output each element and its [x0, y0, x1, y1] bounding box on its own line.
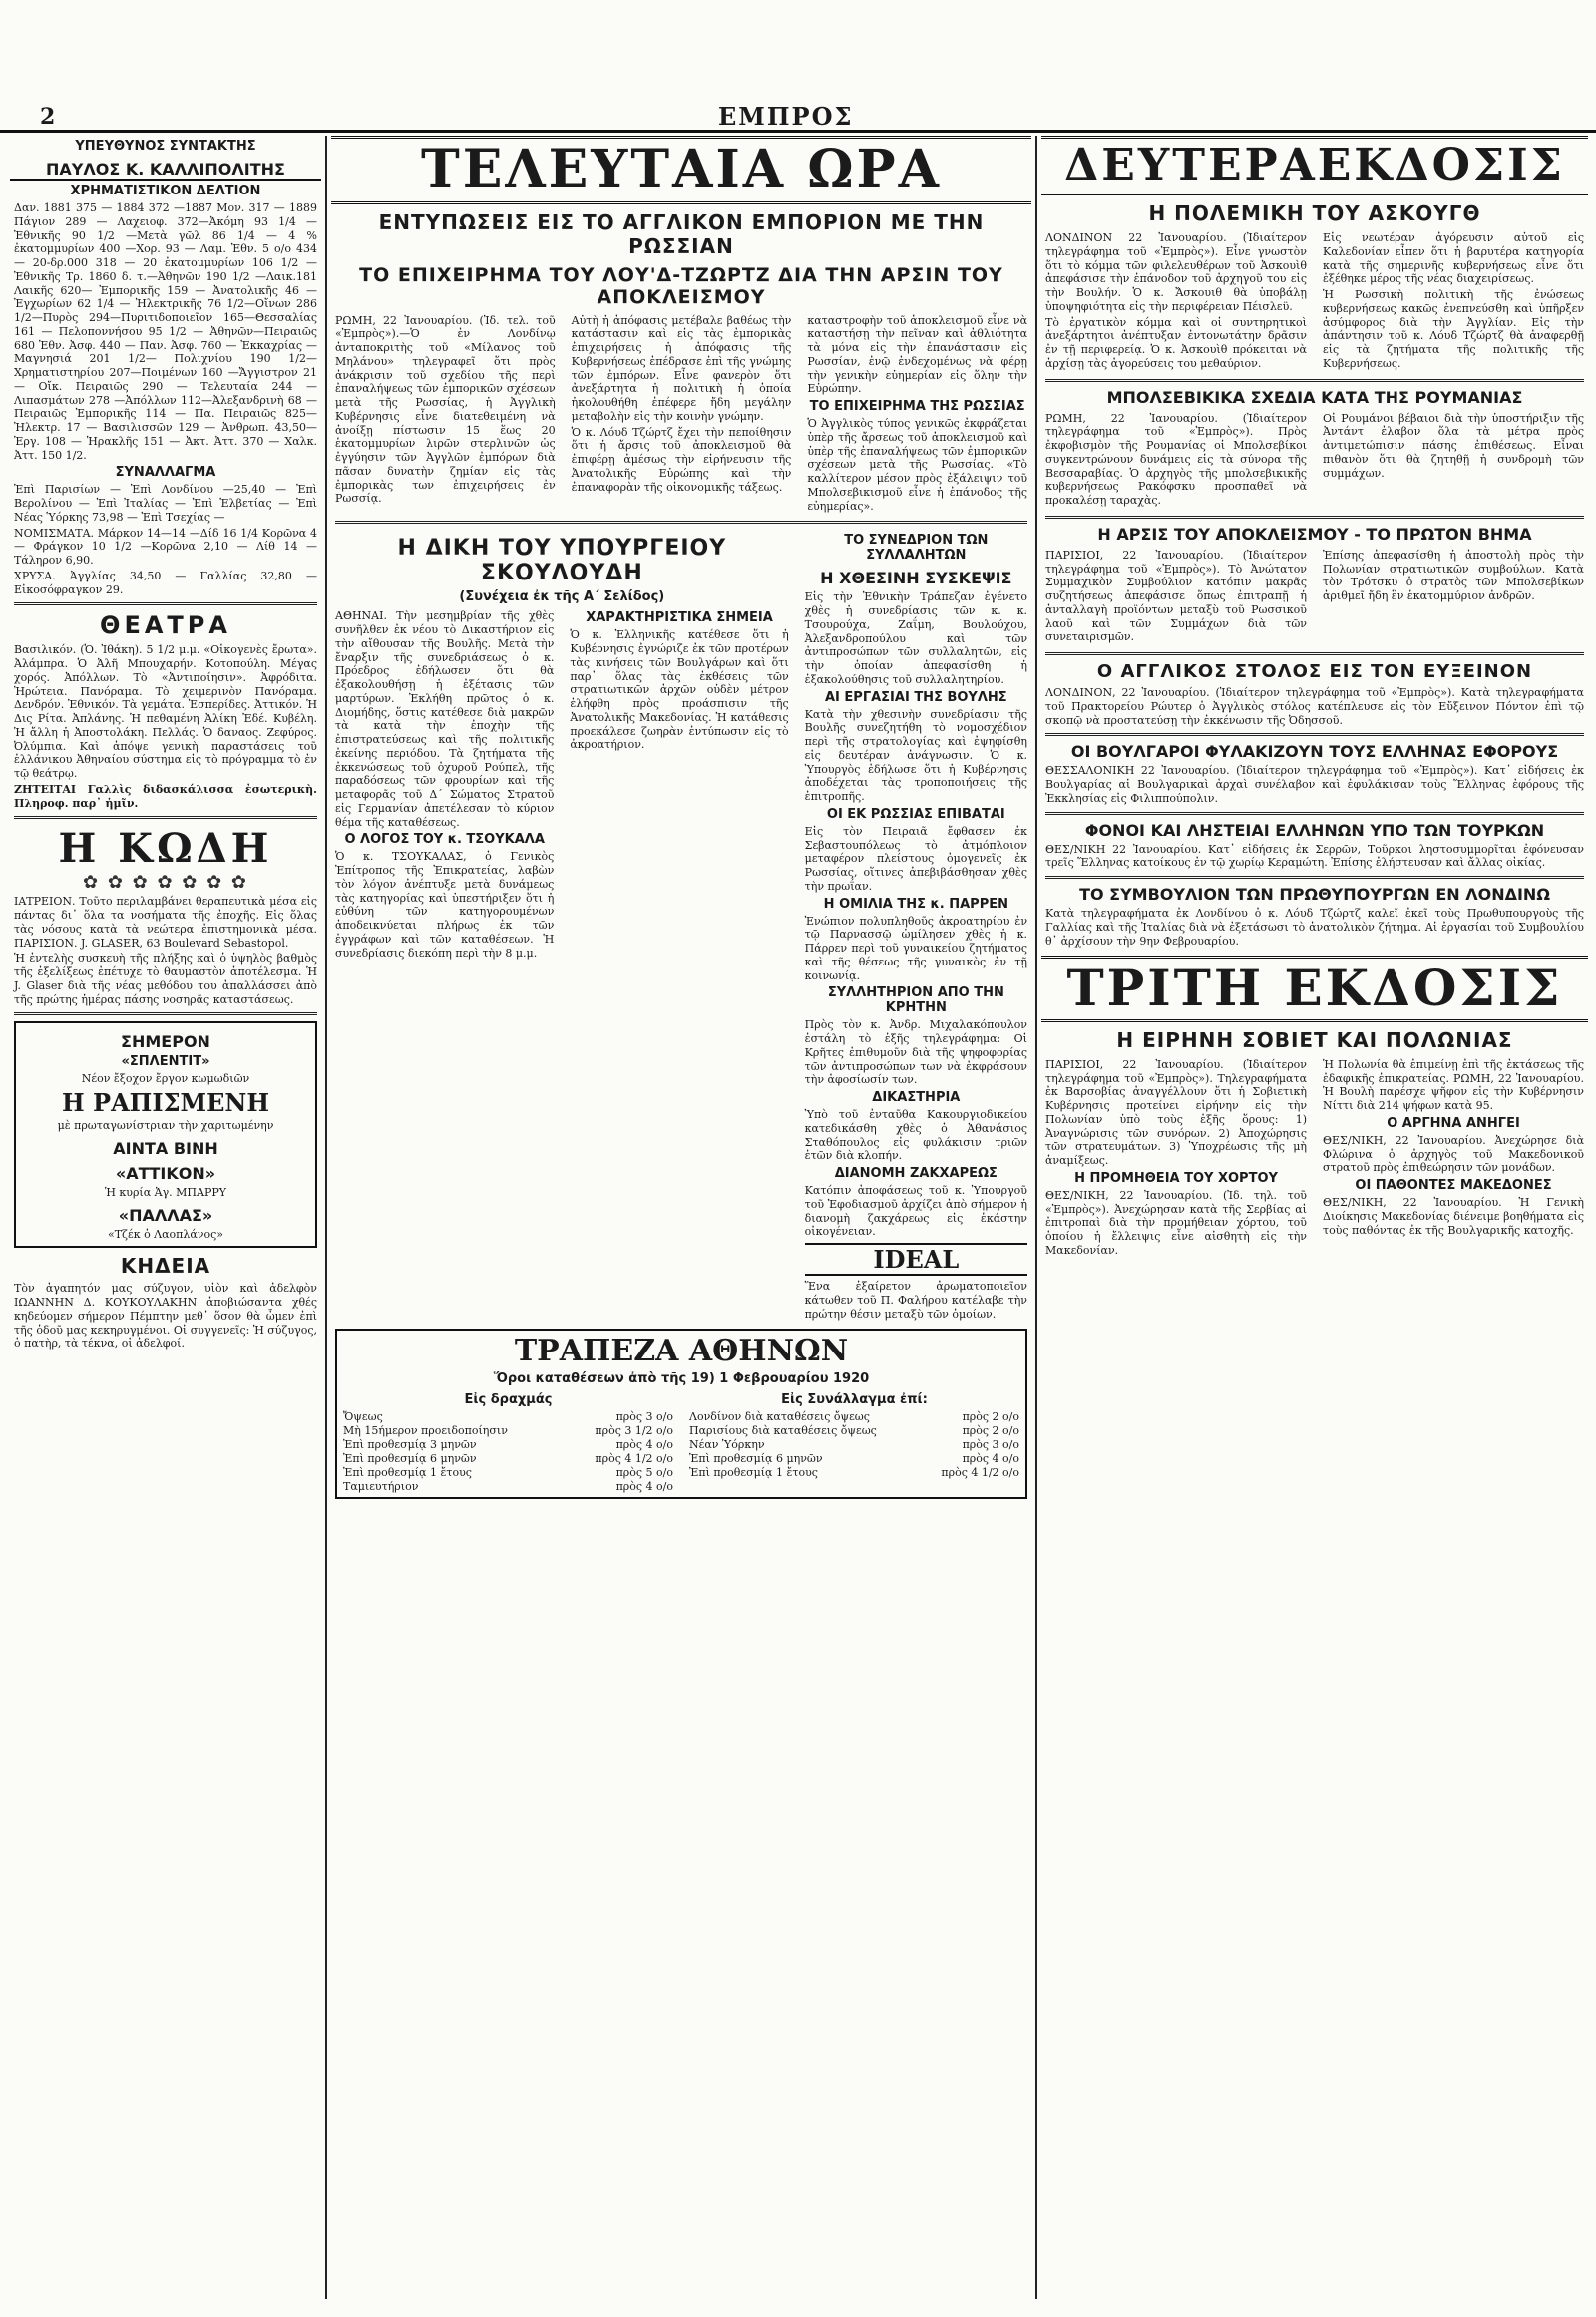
subheading: Ο ΛΟΓΟΣ ΤΟΥ κ. ΤΣΟΥΚΑΛΑ: [344, 832, 545, 848]
headline: Ο ΑΓΓΛΙΚΟΣ ΣΤΟΛΟΣ ΕΙΣ ΤΟΝ ΕΥΞΕΙΝΟΝ: [1096, 661, 1533, 683]
bank-rate-value: πρὸς 4 1/2 ο/ο: [941, 1466, 1019, 1480]
section-banner: ΤΡΙΤΗ ΕΚΔΟΣΙΣ: [1041, 956, 1588, 1022]
subheading: ΔΙΑΝΟΜΗ ΖΑΚΧΑΡΕΩΣ: [834, 1166, 998, 1182]
subheading: Η ΟΜΙΛΙΑ ΤΗΣ κ. ΠΑΡΡΕΝ: [823, 896, 1008, 912]
bank-notice: [335, 1329, 1027, 1499]
subheading: ΣΥΛΛΗΤΗΡΙΟΝ ΑΠΟ ΤΗΝ ΚΡΗΤΗΝ: [827, 985, 1004, 1016]
bank-rate-value: πρὸς 3 ο/ο: [962, 1438, 1019, 1452]
left-column: [10, 136, 321, 2299]
headline: ΤΟ ΣΥΜΒΟΥΛΙΟΝ ΤΩΝ ΠΡΩΘΥΠΟΥΡΓΩΝ ΕΝ ΛΟΝΔΙΝΩ: [1079, 885, 1550, 905]
bank-rate-label: Λονδίνον διὰ καταθέσεις ὄψεως: [689, 1410, 870, 1424]
article-column: [566, 607, 792, 962]
article-columns: [331, 312, 1031, 516]
headline: Η ΔΙΚΗ ΤΟΥ ΥΠΟΥΡΓΕΙΟΥ ΣΚΟΥΛΟΥΔΗ: [397, 536, 727, 586]
article-text: Οἱ Ρουμάνοι βέβαιοι διὰ τὴν ὑποστήριξιν τῆς Ἀντάντ ἐλαβον ὅλα τὰ μέτρα πρὸς ἀντιμετώπισιν πάσης ἐπιθέσεως. Εἶναι πιθανὸν ὅτι θὰ ζητηθῇ ἡ συνδρομὴ τῶν συμμάχων.: [1323, 411, 1584, 480]
gold-text: ΧΡΥΣΑ. Ἀγγλίας 34,50 — Γαλλίας 32,80 — Εἰκοσόφραγκον 29.: [14, 569, 317, 596]
ideal-ad-text: Ἕνα ἐξαίρετον ἀρωματοποιεῖον κάτωθεν τοῦ Π. Φαλήρου κατέλαβε τὴν πρώτην θέσιν μεταξὺ τῶν ὁμοίων.: [804, 1280, 1027, 1321]
bank-rate-row: [343, 1438, 673, 1451]
article-text: ΘΕΣ/ΝΙΚΗ, 22 Ἰανουαρίου. (Ἰδ. τηλ. τοῦ «Ἐμπρὸς»). Ἀνεχώρησαν κατὰ τῆς Σερβίας αἱ ἐπιτροπαὶ διὰ τὴν προμήθειαν χόρτου, τοῦ ὁποίου ἡ ἔλλειψις εἶνε αἰσθητὴ εἰς τὴν Μακεδονίαν.: [1045, 1188, 1307, 1257]
article-column: [1319, 410, 1588, 510]
cinema-ad: [14, 1021, 317, 1248]
article-text: Ἡ Πολωνία θὰ ἐπιμείνῃ ἐπὶ τῆς ἐκτάσεως τῆς ἐδαφικῆς ἐπικρατείας. ΡΩΜΗ, 22 Ἰανουαρίου. Ἡ Βουλὴ παρέσχε ψῆφον εἰς τὴν Κυβέρνησιν Νίττι διὰ 214 ψήφων κατὰ 95.: [1323, 1057, 1584, 1113]
divider: [1045, 379, 1584, 382]
article-text: Ὁ Ἀγγλικὸς τύπος γενικῶς ἐκφράζεται ὑπὲρ τῆς ἄρσεως τοῦ ἀποκλεισμοῦ καὶ ὑπὲρ τῆς ἐπαναλήψεως τῶν ἐμπορικῶν σχέσεων μετὰ τῆς Ρωσσίας. «Τὸ καλλίτερον μέσον πρὸς ἐξάλειψιν τοῦ Μπολσεβικισμοῦ εἶνε ἡ ἐπάνοδος τῆς εὐημερίας».: [807, 417, 1028, 513]
bank-rate-label: Νέαν Ὑόρκην: [689, 1438, 765, 1452]
film-title: Η ΡΑΠΙΣΜΕΝΗ: [61, 1088, 270, 1117]
article-column: [803, 312, 1031, 516]
divider: [14, 1012, 317, 1015]
cinema-ad-text: Ἡ κυρία Ἀγ. ΜΠΑΡΡΥ: [104, 1185, 227, 1199]
bank-rate-row: [343, 1480, 673, 1493]
bank-rates-list: [685, 1410, 1023, 1479]
subheading: ΤΟ ΣΥΝΕΔΡΙΟΝ ΤΩΝ ΣΥΛΛΑΛΗΤΩΝ: [844, 533, 989, 564]
bank-rate-value: πρὸς 4 ο/ο: [962, 1452, 1019, 1466]
headline: Η ΕΙΡΗΝΗ ΣΟΒΙΕΤ ΚΑΙ ΠΟΛΩΝΙΑΣ: [1116, 1027, 1513, 1052]
article-text: Ὑπὸ τοῦ ἐνταῦθα Κακουργιοδικείου κατεδικάσθη χθὲς ὁ Ἀθανάσιος Σταθόπουλος εἰς φυλάκισιν τριῶν ἐτῶν διὰ κλοπήν.: [804, 1108, 1027, 1163]
article-text: Εἰς τὸν Πειραιᾶ ἔφθασεν ἐκ Σεβαστουπόλεως τὸ ἀτμόπλοιον μεταφέρον πλείστους ὁμογενεῖς ἐκ Ρωσσίας, οἵτινες ἀπεβιβάσθησαν χθὲς τὴν πρωΐαν.: [804, 824, 1027, 893]
article-text: ΘΕΣ/ΝΙΚΗ, 22 Ἰανουαρίου. Ἡ Γενικὴ Διοίκησις Μακεδονίας διένειμε βοηθήματα εἰς τοὺς παθόντας ἐκ τῆς Βουλγαρικῆς κατοχῆς.: [1323, 1196, 1584, 1237]
article-text: ΠΑΡΙΣΙΟΙ, 22 Ἰανουαρίου. (Ἰδιαίτερον τηλεγράφημα τοῦ «Ἐμπρὸς»). Τηλεγραφήματα ἐκ Βαρσοβίας ἀναγγέλλουν ὅτι ἡ Σοβιετικὴ Κυβέρνησις προτείνει εἰρήνην εἰς τὴν Πολωνίαν ὑπὸ τοὺς ἑξῆς ὅρους: 1) Ἀναγνώρισις τῶν συνόρων. 2) Ἀποχώρησις τῶν στρατευμάτων. 3) Ὑποχρέωσις τῆς μὴ ἀναμίξεως.: [1045, 1057, 1307, 1168]
bank-rate-value: πρὸς 2 ο/ο: [962, 1410, 1019, 1424]
bank-rate-value: πρὸς 4 1/2 ο/ο: [595, 1452, 673, 1466]
article-text: Εἰς τὴν Ἐθνικὴν Τράπεζαν ἐγένετο χθὲς ἡ συνεδρίασις τῶν κ. κ. Τσουρούχα, Ζαΐμη, Βουλούχου, Ἀλεξανδροπούλου καὶ τῶν ἀντιπροσώπων τῶν συλλαλητῶν, εἰς τὴν ὁποίαν ἀπεφασίσθη ἡ ἐξακολούθησις τοῦ συλλαλητηρίου.: [804, 590, 1027, 686]
bank-rate-row: [689, 1410, 1019, 1423]
article-text: Πρὸς τὸν κ. Ἀνδρ. Μιχαλακόπουλον ἐστάλη τὸ ἑξῆς τηλεγράφημα: Οἱ Κρῆτες ἐπιθυμοῦν διὰ τῆς ψηφοφορίας τῶν ἀντιπροσώπων των νὰ ἐκφράσουν τὴν ἀφοσίωσίν των.: [804, 1018, 1027, 1087]
subheading: ΧΑΡΑΚΤΗΡΙΣΤΙΚΑ ΣΗΜΕΙΑ: [586, 610, 773, 626]
funeral-text: Τὸν ἀγαπητόν μας σύζυγον, υἱὸν καὶ ἀδελφὸν ΙΩΑΝΝΗΝ Δ. ΚΟΥΚΟΥΛΑΚΗΝ ἀποβιώσαντα χθές κηδεύομεν σήμερον Πέμπτην μεθ᾽ ὅσον θὰ ὦμεν ἐπὶ τῆς ὁδοῦ μας κεκηρυγμένοι. Οἱ συγγενεῖς: Ἡ σύζυγος, ὁ πατὴρ, τὰ τέκνα, οἱ ἀδελφοί.: [14, 1282, 317, 1351]
bank-rate-value: πρὸς 2 ο/ο: [962, 1424, 1019, 1438]
bank-column: [685, 1389, 1023, 1494]
article-text: Κατὰ τὴν χθεσινὴν συνεδρίασιν τῆς Βουλῆς συνεζητήθη τὸ νομοσχέδιον περὶ τῆς στρατολογίας καὶ ἐψηφίσθη εἰς δευτέραν ἀνάγνωσιν. Ὁ κ. Ὑπουργὸς ἐδήλωσε ὅτι ἡ Κυβέρνησις ἀποδέχεται τὰς τροποποιήσεις τῆς ἐπιτροπῆς.: [804, 707, 1027, 804]
bank-rate-label: Ἐπὶ προθεσμίᾳ 6 μηνῶν: [343, 1452, 477, 1466]
divider: [1045, 516, 1584, 519]
article-column: [331, 530, 793, 1323]
ad-text: Ἡ ἐντελὴς συσκευὴ τῆς πλήξης καὶ ὁ ὑψηλὸς βαθμὸς τῆς ἐξελίξεως ἐπέτυχε τὸ θαυμαστὸν ἀποτέλεσμα. Ἡ J. Glaser διὰ τῆς νέας μεθόδου του ἀπαλλάσσει ἀπὸ τῆς πρώτης ἡμέρας πάσης νοσηρᾶς καταστάσεως.: [14, 952, 317, 1006]
bank-rate-value: πρὸς 5 ο/ο: [615, 1466, 673, 1480]
headline: ΕΝΤΥΠΩΣΕΙΣ ΕΙΣ ΤΟ ΑΓΓΛΙΚΟΝ ΕΜΠΟΡΙΟΝ ΜΕ ΤΗΝ ΡΩΣΣΙΑΝ: [378, 209, 985, 258]
article-text: ΡΩΜΗ, 22 Ἰανουαρίου. (Ἰδιαίτερον τηλεγράφημα τοῦ «Ἐμπρὸς»). Πρὸς ἐκφοβισμὸν τῆς Ρουμανίας οἱ Μπολσεβίκοι συγκεντρώνουν δυνάμεις εἰς τὰ σύνορα τῆς Βεσσαραβίας. Ὁ ἀρχηγὸς τῆς μπολσεβικικῆς κυβερνήσεως Ρακόφσκυ προσπαθεῖ νὰ προκαλέσῃ ταραχὰς.: [1045, 411, 1307, 508]
cinema-ad-text: «Τζέκ ὁ Λαοπλάνος»: [107, 1227, 224, 1241]
bank-title: ΤΡΑΠΕΖΑ ΑΘΗΝΩΝ: [514, 1334, 849, 1369]
divider: [14, 602, 317, 605]
article-text: Ἡ Ρωσσικὴ πολιτικὴ τῆς ἐνώσεως κυβερνήσεως κακῶς ἐνεπνεύσθη καὶ ὑπῆρξεν ἀσύμφορος διὰ τὴν Ἀγγλίαν. Εἰς τὴν ἀπάντησιν τοῦ κ. Λόυδ Τζώρτζ θὰ ἀναφερθῇ εἰς τὰ ζητήματα τῆς πολιτικῆς τῆς Κυβερνήσεως.: [1323, 288, 1584, 370]
bank-column-title: Εἰς δραχμάς: [464, 1392, 553, 1408]
article-columns: [1041, 1056, 1588, 1260]
headline: ΤΟ ΕΠΙΧΕΙΡΗΜΑ ΤΟΥ ΛΟΥ'Δ-ΤΖΩΡΤΖ ΔΙΑ ΤΗΝ ΑΡΣΙΝ ΤΟΥ ΑΠΟΚΛΕΙΣΜΟΥ: [359, 263, 1003, 308]
article-column: [331, 312, 560, 516]
ad-logo: Η ΚΩΔΗ: [58, 825, 273, 873]
headline: Η ΑΡΣΙΣ ΤΟΥ ΑΠΟΚΛΕΙΣΜΟΥ - ΤΟ ΠΡΩΤΟΝ ΒΗΜΑ: [1097, 524, 1532, 544]
bank-rate-label: Ὄψεως: [343, 1410, 383, 1424]
article-text: Ὁ κ. Ἐλληνικῆς κατέθεσε ὅτι ἡ Κυβέρνησις ἐγνώριζε ἐκ τῶν προτέρων τὰς κινήσεις τῶν Βουλγάρων καὶ ὅτι παρ᾽ ὅλας τὰς ἐκθέσεις τῶν στρατιωτικῶν ἀρχῶν οὐδὲν μέτρον ἐλήφθη πρὸς προάσπισιν τῆς Ἀνατολικῆς Μακεδονίας. Ἡ κατάθεσις προεκάλεσε ζωηρὰν ἐντύπωσιν εἰς τὸ ἀκροατήριον.: [570, 628, 789, 752]
article-column: [1319, 229, 1588, 373]
article-column: [1041, 1056, 1311, 1260]
bank-rate-value: πρὸς 3 ο/ο: [615, 1410, 673, 1424]
article-text: Τὸ ἐργατικὸν κόμμα καὶ οἱ συντηρητικοὶ ἀνεξάρτητοι ἀνέπτυξαν ἐντονωτάτην δρᾶσιν ἐν τῇ περιφερείᾳ. Ὁ κ. Ἀσκουὶθ πρόκειται νὰ ἀρχίσῃ τὰς ἀγορεύσεις του μεθαύριον.: [1045, 315, 1307, 370]
headline: ΜΠΟΛΣΕΒΙΚΙΚΑ ΣΧΕΔΙΑ ΚΑΤΑ ΤΗΣ ΡΟΥΜΑΝΙΑΣ: [1106, 387, 1523, 407]
article-text: ΘΕΣΣΑΛΟΝΙΚΗ 22 Ἰανουαρίου. (Ἰδιαίτερον τηλεγράφημα τοῦ «Ἐμπρὸς»). Κατ᾽ εἰδήσεις ἐκ Βουλγαρίας αἱ Βουλγαρικαὶ ἀρχαὶ συνέλαβον καὶ ἐφυλάκισαν τοὺς Ἕλληνας ἐφόρους τῆς Ἐκκλησίας εἰς Φιλιππούπολιν.: [1045, 764, 1584, 805]
bank-rate-row: [689, 1452, 1019, 1465]
article-column: [1319, 1056, 1588, 1260]
article-text: ΘΕΣ/ΝΙΚΗ, 22 Ἰανουαρίου. Ἀνεχώρησε διὰ Φλώρινα ὁ ἀρχηγὸς τοῦ Μακεδονικοῦ στρατοῦ πρὸς ἐπιθεώρησιν τῶν μονάδων.: [1323, 1133, 1584, 1175]
divider: [14, 816, 317, 819]
theatre-text: Βασιλικόν. (Ὁ. Ἰθάκη). 5 1/2 μ.μ. «Οἰκογενὲς ἔρωτα». Ἀλάμπρα. Ὁ Ἀλῆ Μπουχαρήν. Κοτοπούλη. Μέγας χορός. Ἀπόλλων. Τὸ «Ἀντιποίησιν». Ἀφρόδιτα. Ἠρώτεια. Πανόραμα. Τὸ χειμερινὸν Πανόραμα. Δενδρόν. Ἐθνικόν. Τὰ γεμάτα. Ἐσπερίδες. Ἀττικόν. Ἡ Δις Ρίτα. Ἀπλάνης. Ἡ πεθαμένη Ἀλίκη Ἐδέ. Κυβέλη. Ἡ ἄλλη ἡ Ἀποστολάκη. Πελλάς. Ὁ δαναος. Ζεφύρος. Ὀλύμπια. Καὶ ἀπόψε γενικὴ παραστάσεις τοῦ ἑλλάνικου Ἀθηναίου σύστημα εἰς τὸ πρόγραμμα τὸ ἐν τῷ θεάτρῳ.: [14, 643, 317, 780]
subheading: Ο ΑΡΓΗΝΑ ΑΝΗΓΕΙ: [1387, 1115, 1520, 1131]
editor-label: ΥΠΕΥΘΥΝΟΣ ΣΥΝΤΑΚΤΗΣ: [75, 139, 256, 154]
article-column: [801, 530, 1031, 1323]
article-columns: [1041, 547, 1588, 646]
article-column: [568, 312, 796, 516]
article-text: καταστροφὴν τοῦ ἀποκλεισμοῦ εἶνε νὰ καταστήσῃ τὴν πεῖναν καὶ ἀθλιότητα τὰ μόνα εἰς τὴν ἐπανάστασιν εἰς Ρωσσίαν, ἐνῷ ἐνδεχομένως νὰ φέρῃ τὴν γενικὴν εὐημερίαν εἰς ὅλην τὴν Εὐρώπην.: [807, 313, 1028, 396]
bank-column: [339, 1389, 677, 1494]
cinema-name: «ΑΤΤΙΚΟΝ»: [115, 1163, 216, 1183]
ad-ornament: ✿ ✿ ✿ ✿ ✿ ✿ ✿: [83, 872, 248, 894]
subheading: Η ΧΘΕΣΙΝΗ ΣΥΣΚΕΨΙΣ: [820, 569, 1012, 588]
divider: [1045, 733, 1584, 736]
subheading: ΔΙΚΑΣΤΗΡΙΑ: [872, 1090, 961, 1106]
theatre-title: ΘΕΑΤΡΑ: [100, 611, 231, 640]
article-text: ΡΩΜΗ, 22 Ἰανουαρίου. (Ἰδ. τελ. τοῦ «Ἐμπρὸς»).—Ὁ ἐν Λονδίνῳ ἀνταποκριτὴς τοῦ «Μίλανος τοῦ Μηλάνου» τηλεγραφεῖ ὅτι πρὸς ἀνάκρισιν τοῦ σχεδίου τῆς περὶ ἐπαναλήψεως τῶν ἐμπορικῶν σχέσεων μετὰ τῆς Ρωσσίας, ἡ Ἀγγλικὴ Κυβέρνησις εἶνε διατεθειμένη νὰ ἀνοίξῃ πίστωσιν 15 ἕως 20 ἑκατομμυρίων λιρῶν στερλινῶν ὡς ἐγγύησιν τῶν Ἀγγλῶν ἐμπόρων διὰ πᾶσαν δυνατὴν ζημίαν εἰς τὰς ἐμπορικὰς των ἐπιχειρήσεις ἐν Ρωσσίᾳ.: [335, 313, 556, 506]
bank-rate-row: [689, 1438, 1019, 1451]
subheading: ΟΙ ΕΚ ΡΩΣΣΙΑΣ ΕΠΙΒΑΤΑΙ: [826, 806, 1005, 822]
editor-name: ΠΑΥΛΟΣ Κ. ΚΑΛΛΙΠΟΛΙΤΗΣ: [10, 160, 321, 181]
column-divider: [1035, 136, 1037, 2299]
page-number: 2: [40, 104, 56, 130]
article-text: Κατόπιν ἀποφάσεως τοῦ κ. Ὑπουργοῦ τοῦ Ἐφοδιασμοῦ ἀρχίζει ἀπὸ σήμερον ἡ διανομὴ ζακχάρεως εἰς ἑκάστην οἰκογένειαν.: [804, 1184, 1027, 1239]
bank-rate-row: [343, 1466, 673, 1479]
article-text: Ὁ κ. ΤΣΟΥΚΑΛΑΣ, ὁ Γενικὸς Ἐπίτροπος τῆς Ἐπικρατείας, λαβὼν τὸν λόγον ἀνέπτυξε μετὰ δυνάμεως τὰς κατηγορίας καὶ ὑπεστήριξεν ὅτι ἡ εὐθύνη τῶν κατηγορουμένων ἀποδεικνύεται πλήρως ἐκ τῶν ἐγγράφων καὶ τῶν καταθέσεων. Ἡ συνεδρίασις διεκόπη περὶ τὴν 8 μ.μ.: [335, 850, 555, 960]
bank-columns: [339, 1389, 1023, 1494]
bulletin-title: ΧΡΗΜΑΤΙΣΤΙΚΟΝ ΔΕΛΤΙΟΝ: [70, 184, 261, 198]
article-text: Ἐπίσης ἀπεφασίσθη ἡ ἀποστολὴ πρὸς τὴν Πολωνίαν στρατιωτικῶν συμβούλων. Κατὰ τὸν Τρότσκυ ὁ στρατὸς τῶν Μπολσεβίκων ἀριθμεῖ ἤδη ἓν ἑκατομμύριον ἀνδρῶν.: [1323, 548, 1584, 603]
ideal-ad-title: IDEAL: [805, 1243, 1027, 1276]
funeral-title: ΚΗΔΕΙΑ: [120, 1254, 211, 1279]
bank-rate-value: πρὸς 4 ο/ο: [615, 1480, 673, 1494]
article-column: [1041, 547, 1311, 646]
right-column: [1041, 136, 1588, 2299]
article-text: ΛΟΝΔΙΝΟΝ, 22 Ἰανουαρίου. (Ἰδιαίτερον τηλεγράφημα τοῦ «Ἐμπρὸς»). Κατὰ τηλεγραφήματα τοῦ Πρακτορείου Ρώυτερ ὁ Ἀγγλικὸς στόλος κατέπλευσε εἰς τὸν Εὔξεινον Πόντον ἐπὶ τῷ σκοπῷ νὰ προστατεύσῃ τὴν ἐκκένωσιν τῆς Ὀδησσοῦ.: [1045, 686, 1584, 727]
divider: [1045, 876, 1584, 879]
article-columns: [331, 530, 1031, 1323]
newspaper-name: ΕΜΠΡΟΣ: [718, 102, 854, 131]
divider: [335, 521, 1027, 524]
bank-rate-label: Ταμιευτήριον: [343, 1480, 419, 1494]
coins-text: ΝΟΜΙΣΜΑΤΑ. Μάρκον 14—14 —Δίδ 16 1/4 Κορῶνα 4 — Φράγκον 10 1/2 —Κορῶνα 2,10 — Λίθ 14 — Τάληρον 6,90.: [14, 526, 317, 567]
article-columns: [1041, 410, 1588, 510]
bank-rate-row: [343, 1452, 673, 1465]
cinema-ad-text: Νέον ἔξοχον ἔργον κωμωδιῶν: [81, 1072, 250, 1086]
bank-rate-label: Ἐπὶ προθεσμίᾳ 6 μηνῶν: [689, 1452, 823, 1466]
article-columns: [1041, 229, 1588, 373]
cinema-ad-label: ΣΗΜΕΡΟΝ: [121, 1032, 210, 1052]
bank-rate-row: [689, 1466, 1019, 1479]
article-text: ΠΑΡΙΣΙΟΙ, 22 Ἰανουαρίου. (Ἰδιαίτερον τηλεγράφημα τοῦ «Ἐμπρὸς»). Τὸ Ἀνώτατον Συμμαχικὸν Συμβούλιον κατόπιν μακρᾶς συζητήσεως ἀπεφάσισε ὅπως ἐπιτραπῇ ἡ ἀνταλλαγὴ προϊόντων μεταξὺ τοῦ Ρωσσικοῦ λαοῦ καὶ τῶν Συμμάχων διὰ τῶν συνεταιρισμῶν.: [1045, 548, 1307, 644]
bank-rate-row: [343, 1410, 673, 1423]
theatre-footer: ΖΗΤΕΙΤΑΙ Γαλλὶς διδασκάλισσα ἐσωτερικὴ. Πληροφ. παρ᾽ ἡμῖν.: [14, 782, 317, 810]
section-banner: ΔΕΥΤΕΡΑΕΚΔΟΣΙΣ: [1041, 136, 1588, 195]
bank-rate-row: [343, 1424, 673, 1437]
article-text: ΛΟΝΔΙΝΟΝ 22 Ἰανουαρίου. (Ἰδιαίτερον τηλεγράφημα τοῦ «Ἐμπρὸς»). Εἶνε γνωστὸν ὅτι τὸ κόμμα τῶν φιλελευθέρων τοῦ Ἀσκουὶθ ἀπεφάσισε τὴν ἐπάνοδον τοῦ ἀρχηγοῦ του εἰς τὴν Βουλήν. Ὁ κ. Ἄσκουιθ θὰ ὑποβάλῃ ὑποψηφιότητα εἰς τὴν περιφέρειαν Πέισλεϋ.: [1045, 231, 1307, 313]
article-columns: [331, 607, 793, 962]
article-text: ΑΘΗΝΑΙ. Τὴν μεσημβρίαν τῆς χθὲς συνῆλθεν ἐκ νέου τὸ Δικαστήριον εἰς τὴν αἴθουσαν τῆς Βουλῆς. Μετὰ τὴν ἔναρξιν τῆς συνεδριάσεως ὁ κ. Πρόεδρος ἐδήλωσεν ὅτι θὰ ἐξακολουθήσῃ ἡ ἐξέτασις τῶν μαρτύρων. Ἐκλήθη πρῶτος ὁ κ. Διομήδης, ὅστις κατέθεσε διὰ μακρῶν τὰ κατὰ τὴν ἐποχὴν τῆς ἐπιστρατεύσεως καὶ τῆς πολιτικῆς ἐκείνης περιόδου. Τὰ ζητήματα τῆς ἐκκενώσεως τοῦ ὀχυροῦ Ρούπελ, τῆς παραδόσεως τῶν φρουρίων καὶ τῆς μεταφορᾶς τοῦ Δ΄ Σώματος Στρατοῦ εἰς Γερμανίαν ἀπετέλεσαν τὸ κύριον θέμα τῆς καταθέσεως.: [335, 609, 555, 829]
ad-text: ΙΑΤΡΕΙΟΝ. Τοῦτο περιλαμβάνει θεραπευτικὰ μέσα εἰς πάντας δι᾽ ὅλα τα νοσήματα τῆς ἐποχῆς. Εἰς ὅλας τὰς νόσους κατὰ τὰ νεώτερα ἐπιστημονικὰ μέσα. ΠΑΡΙΣΙΟΝ. J. GLASER, 63 Boulevard Sebastopol.: [14, 895, 317, 950]
cinema-name: «ΠΑΛΛΑΣ»: [118, 1205, 213, 1225]
article-column: [1041, 410, 1311, 510]
middle-column: [331, 136, 1031, 2299]
bank-rate-label: Μὴ 15ήμερον προειδοποίησιν: [343, 1424, 508, 1438]
film-star: ΑΙΝΤΑ ΒΙΝΗ: [113, 1138, 218, 1158]
subheading: (Συνέχεια ἐκ τῆς Α΄ Σελίδος): [459, 589, 665, 605]
column-divider: [325, 136, 327, 2299]
bank-rates-list: [339, 1410, 677, 1493]
subheading: ΤΟ ΕΠΙΧΕΙΡΗΜΑ ΤΗΣ ΡΩΣΣΙΑΣ: [809, 399, 1025, 415]
headline: Η ΠΟΛΕΜΙΚΗ ΤΟΥ ΑΣΚΟΥΓΘ: [1148, 201, 1481, 226]
bank-rate-label: Ἐπὶ προθεσμίᾳ 3 μηνῶν: [343, 1438, 477, 1452]
article-text: Εἰς νεωτέραν ἀγόρευσιν αὐτοῦ εἰς Καλεδονίαν εἶπεν ὅτι ἡ βαρυτέρα κατηγορία κατὰ τῆς σημερινῆς κυβερνήσεως εἶνε ὅτι ἐξέθηκε μέρος τῆς νέας διαχειρίσεως.: [1323, 231, 1584, 286]
subheading: ΑΙ ΕΡΓΑΣΙΑΙ ΤΗΣ ΒΟΥΛΗΣ: [825, 689, 1007, 705]
bank-column-title: Εἰς Συνάλλαγμα ἐπί:: [781, 1392, 928, 1408]
article-column: [1041, 229, 1311, 373]
headline: ΦΟΝΟΙ ΚΑΙ ΛΗΣΤΕΙΑΙ ΕΛΛΗΝΩΝ ΥΠΟ ΤΩΝ ΤΟΥΡΚΩΝ: [1084, 820, 1545, 840]
bank-subtitle: Ὅροι καταθέσεων ἀπὸ τῆς 19) 1 Φεβρουαρίου 1920: [493, 1371, 870, 1387]
bank-rate-value: πρὸς 3 1/2 ο/ο: [595, 1424, 673, 1438]
fx-title: ΣΥΝΑΛΛΑΓΜΑ: [115, 465, 216, 481]
article-column: [1319, 547, 1588, 646]
bulletin-text: Δαν. 1881 375 — 1884 372 —1887 Μον. 317 — 1889 Πάγιον 289 — Λαχειοφ. 372—Ἀκόμη 93 1/4 — Ἐθνικῆς 90 1/2 —Μετὰ γῶλ 86 1/4 — 4 % ἐκατομμυρίων 400 —Χορ. 93 — Λαμ. Ἐθν. 5 ο/ο 434 — 20-δρ.000 318 — 20 ἐκατομμυρίων 106 1/2 — Ἐθνικῆς Τρ. 1860 δ. τ.—Ἀθηνῶν 190 1/2 —Λαικ.181 Λαικῆς 620— Ἐμπορικῆς 159 — Ἀνατολικῆς 46 — Ἐγχωρίων 62 1/4 — Ἠλεκτρικῆς 76 1/2—Οἴνων 286 1/2—Πυρὸς 294—Πυριτιδοποιεῖον 165—Θεσσαλίας 161 — Πελοποννήσου 95 1/2 — Ἀθηνῶν—Πειραιῶς 680 Ἐθν. Ἀσφ. 440 — Παν. Ἀσφ. 760 — Ἐκκαχρίας — Μαγνησιά 201 1/2— Πολιχνίου 190 1/2—Χρηματιστηρίου 207—Ποιμένων 160 —Ἄγγιστρον 21 — Οἴκ. Πειραιῶς 290 — Τελευταία 244 — Λιπασμάτων 278 —Ἀπόλλων 112—Ἀλεξανδρινὴ 68 — Πειραιῶς Ἐμπορικῆς 114 — Πα. Πειραιῶς 825—Ἠλεκτρ. 17 — Βασιλισσῶν 129 — Ἀνθρωπ. 43,50—Ἐργ. 108 — Ἡρακλῆς 151 — Ἀκτ. Ἀττ. 370 — Χαλκ. Ἀττ. 150 1/2.: [14, 201, 317, 462]
article-text: Ἐνώπιον πολυπληθοῦς ἀκροατηρίου ἐν τῷ Παρνασσῷ ὡμίλησεν χθὲς ἡ κ. Πάρρεν περὶ τοῦ γυναικείου ζητήματος καὶ τῆς θέσεως τῆς γυναικὸς ἐν τῇ κοινωνίᾳ.: [804, 914, 1027, 982]
article-text: ΘΕΣ/ΝΙΚΗ 22 Ἰανουαρίου. Κατ᾽ εἰδήσεις ἐκ Σερρῶν, Τοῦρκοι ληστοσυμμορῖται ἐφόνευσαν τρεῖς Ἕλληνας κατοίκους ἐν τῷ χωρίῳ Κεραμώτη. Ἐπίσης ἐλήστευσαν καὶ ἄλλας οἰκίας.: [1045, 842, 1584, 870]
article-text: Ὁ κ. Λόυδ Τζώρτζ ἔχει τὴν πεποίθησιν ὅτι ἡ ἄρσις τοῦ ἀποκλεισμοῦ θὰ ἐπιφέρῃ ἀμέσως τὴν εἰρήνευσιν τῆς Ἀνατολικῆς Εὐρώπης καὶ τὴν ἐπαναφορὰν τῆς οἰκονομικῆς τάξεως.: [571, 425, 792, 494]
bank-rate-label: Ἐπὶ προθεσμίᾳ 1 ἔτους: [343, 1466, 472, 1480]
bank-rate-label: Παρισίους διὰ καταθέσεις ὄψεως: [689, 1424, 877, 1438]
subheading: ΟΙ ΠΑΘΟΝΤΕΣ ΜΑΚΕΔΟΝΕΣ: [1355, 1178, 1552, 1194]
section-banner: ΤΕΛΕΥΤΑΙΑ ΩΡΑ: [331, 136, 1031, 204]
article-text: Αὐτὴ ἡ ἀπόφασις μετέβαλε βαθέως τὴν κατάστασιν καὶ εἰς τὰς ἐμπορικὰς ἐπιχειρήσεις ἡ ἀπόφασις τῆς Κυβερνήσεως ἐπέδρασε ἐπὶ τῆς γνώμης τῶν ἐμπόρων. Εἶνε φανερὸν ὅτι ἀνεξάρτητα ἡ πολιτικὴ ἡ ὁποία ἠκολουθήθη ἐπέφερε ἤδη μεγάλην μεταβολὴν εἰς τὴν κοινὴν γνώμην.: [571, 313, 792, 423]
bank-rate-row: [689, 1424, 1019, 1437]
fx-text: Ἐπὶ Παρισίων — Ἐπὶ Λονδίνου —25,40 — Ἐπὶ Βερολίνου — Ἐπὶ Ἰταλίας — Ἐπὶ Ἑλβετίας — Ἐπὶ Νέας Ὑόρκης 73,98 — Ἐπὶ Τσεχίας —: [14, 483, 317, 524]
subheading: Η ΠΡΟΜΗΘΕΙΑ ΤΟΥ ΧΟΡΤΟΥ: [1074, 1170, 1278, 1186]
bank-rate-value: πρὸς 4 ο/ο: [615, 1438, 673, 1452]
article-column: [331, 607, 558, 962]
divider: [1045, 812, 1584, 815]
cinema-ad-text: μὲ πρωταγωνίστριαν τὴν χαριτωμένην: [57, 1119, 274, 1132]
cinema-name: «ΣΠΛΕΝΤΙΤ»: [121, 1054, 210, 1070]
article-text: Κατὰ τηλεγραφήματα ἐκ Λονδίνου ὁ κ. Λόυδ Τζώρτζ καλεῖ ἐκεῖ τοὺς Πρωθυπουργοὺς τῆς Γαλλίας καὶ τῆς Ἰταλίας διὰ νὰ ἐξετάσωσι τὸ ἀνατολικὸν ζήτημα. Αἱ ἐργασίαι τοῦ Συμβουλίου θ᾽ ἀρχίσουν τὴν 9ην Φεβρουαρίου.: [1045, 907, 1584, 948]
divider: [1045, 652, 1584, 655]
masthead: [0, 100, 1596, 133]
headline: ΟΙ ΒΟΥΛΓΑΡΟΙ ΦΥΛΑΚΙΖΟΥΝ ΤΟΥΣ ΕΛΛΗΝΑΣ ΕΦΟΡΟΥΣ: [1070, 742, 1559, 762]
bank-rate-label: Ἐπὶ προθεσμίᾳ 1 ἔτους: [689, 1466, 818, 1480]
